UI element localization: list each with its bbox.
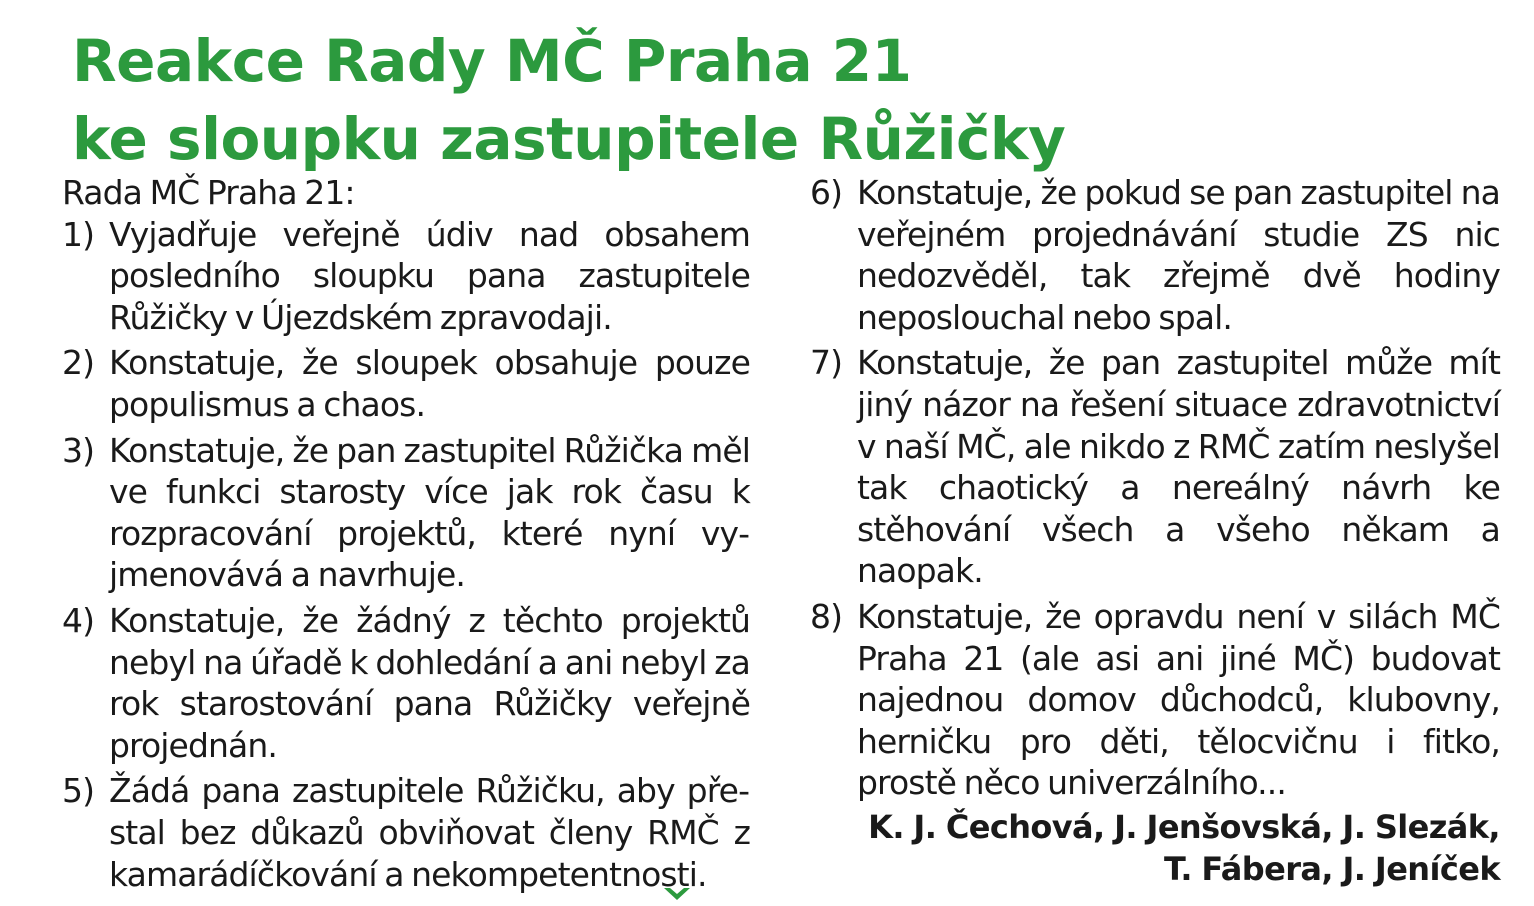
article-title-line-2: ke sloupku zastupitele Růžičky: [72, 105, 1066, 173]
signature-line-1: K. J. Čechová, J. Jenšovská, J. Slezák,: [868, 807, 1500, 846]
item-number: 2): [62, 343, 95, 383]
resolution-item: [62, 342, 750, 425]
right-column: [810, 172, 1500, 890]
resolution-list-right: [810, 172, 1500, 804]
item-text: Konstatuje, že pan zastupitel Růžička měl ve funkci starosty více jak rok času k rozpracování projektů, které nyní vyjmenovává a navrhuje.: [109, 430, 750, 595]
item-text: Žádá pana zastupitele Růžičku, aby přestal bez důkazů obviňovat členy RMČ z kamarádíčkování a nekompetentnosti.: [109, 771, 750, 894]
item-text: Konstatuje, že opravdu není v silách MČ Praha 21 (ale asi ani jiné MČ) budovat najednou domov důchodců, klubovny, herničku pro děti, tělocvičnu i fitko, prostě něco univerzálního...: [857, 596, 1500, 803]
left-column: [62, 172, 750, 899]
item-text: Konstatuje, že sloupek obsahuje pouze populismus a chaos.: [109, 343, 750, 424]
signature-line-2: T. Fábera, J. Jeníček: [1163, 849, 1500, 888]
article-title: [72, 22, 1065, 178]
item-text: Vyjadřuje veřejně údiv nad obsahem posledního sloupku pana zastupitele Růžičky v Újezdském zpravodaji.: [109, 214, 750, 337]
article-title-line-1: Reakce Rady MČ Praha 21: [72, 27, 912, 95]
resolution-list-left: [62, 214, 750, 896]
resolution-item: [62, 600, 750, 766]
item-number: 6): [810, 173, 843, 212]
resolution-item: [810, 172, 1500, 338]
resolution-item: [810, 596, 1500, 804]
item-number: 7): [810, 343, 843, 383]
resolution-item: [62, 770, 750, 895]
item-number: 5): [62, 771, 95, 811]
item-number: 3): [62, 430, 95, 470]
item-text: Konstatuje, že pokud se pan zastupitel na veřejném projednávání studie ZS nic nedozvěděl, tak zřejmě dvě hodiny neposlouchal nebo spal.: [857, 173, 1500, 337]
item-number: 1): [62, 214, 95, 254]
item-text: Konstatuje, že pan zastupitel může mít jiný názor na řešení situace zdravotnictví v naší MČ, ale nikdo z RMČ zatím neslyšel tak chaotický a nereálný návrh ke stěhování všech a všeho někam a naopak.: [857, 343, 1500, 591]
caron-fragment-icon: [660, 888, 694, 906]
resolution-item: [810, 342, 1500, 592]
item-text: Konstatuje, že žádný z těchto projektů nebyl na úřadě k dohledání a ani nebyl za rok starostování pana Růžičky veřejně projednán.: [109, 600, 750, 765]
resolution-item: [62, 430, 750, 596]
intro-text: Rada MČ Praha 21:: [62, 173, 355, 212]
item-number: 4): [62, 600, 95, 640]
signature: [810, 806, 1500, 890]
item-number: 8): [810, 596, 843, 636]
resolution-item: [62, 214, 750, 339]
